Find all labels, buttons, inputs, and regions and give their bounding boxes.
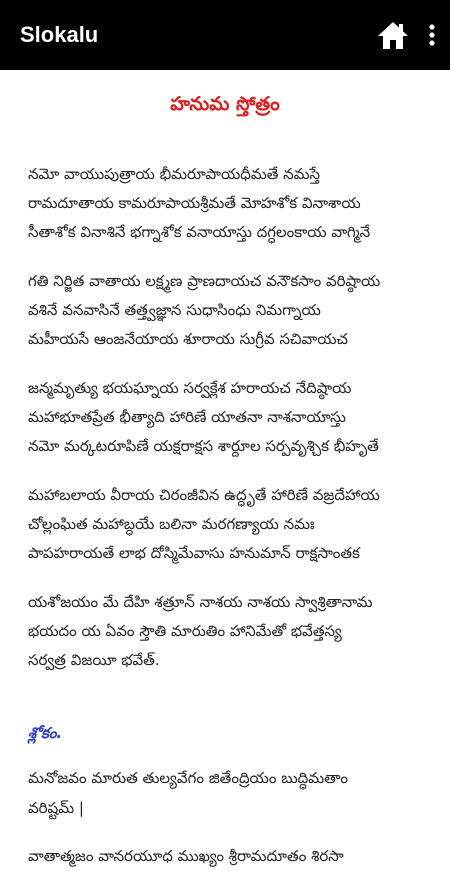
overflow-menu-button[interactable]: [428, 23, 436, 47]
home-button[interactable]: [376, 20, 410, 50]
more-vert-icon: [428, 23, 436, 47]
sloka-section-label: శ్లోకం.: [28, 724, 63, 742]
verse-2: గతి నిర్జిత వాతాయ లక్ష్మణ ప్రాణదాయచ వనౌకసాం వరిష్ఠాయ వశినే వనవాసినే తత్త్వజ్ఞాన సుధాసింధు నిమగ్నాయ మహీయసే ఆంజనేయాయ శూరాయ సుగ్రీవ సచివాయచ: [28, 272, 381, 348]
verse-4: మహాబలాయ వీరాయ చిరంజీవిన ఉద్ధృతే హారిణే వజ్రదేహాయ చోల్లంఘిత మహాబ్ధయే బలినా మరగణ్యాయ నమః పాపహరాయతే లాభ దోస్మిమేవాసు హనుమాన్ రాక్షసాంతక: [28, 486, 380, 562]
verse-1: నమో వాయుపుత్రాయ భీమరూపాయధీమతే నమస్తే రామదూతాయ కామరూపాయశ్రీమతే మోహశోక వినాశాయ సీతాశోక వినాశినే భగ్నాశోక వనాయాస్తు దగ్ధలంకాయ వాగ్మినే: [28, 165, 371, 241]
app-bar: [0, 0, 450, 70]
sloka-line-2: వాతాత్మజం వానరయూధ ముఖ్యం శ్రీరామదూతం శిరసా: [28, 847, 344, 865]
page-title: హనుమ స్తోత్రం: [170, 93, 280, 115]
app-title: Slokalu: [20, 22, 99, 47]
verse-3: జన్మమృత్యు భయఘ్నాయ సర్వక్లేశ హరాయచ నేదిష్ఠాయ మహాభూతప్రేత భీత్యాది హారిణే యాతనా నాశనాయాస్తు నమో మర్కటరూపిణే యక్షరాక్షస శార్దూల సర్పవృశ్చిక భీహృతే: [28, 379, 379, 455]
verse-5: యశోజయం మే దేహి శత్రూన్ నాశయ నాశయ స్వాశ్రితానామ భయదం య ఏవం స్తౌతి మారుతిం హానిమేతో భవేత్తస్య సర్వత్ర విజయీ భవేత్.: [28, 593, 373, 669]
verse-list: [28, 160, 422, 675]
home-icon: [376, 20, 410, 50]
sloka-line-1: మనోజవం మారుత తుల్యవేగం జితేంద్రియం బుద్ధిమతాం వరిష్టమ్ |: [28, 769, 348, 817]
app-bar-actions: [376, 20, 436, 50]
content-area: [0, 84, 450, 871]
